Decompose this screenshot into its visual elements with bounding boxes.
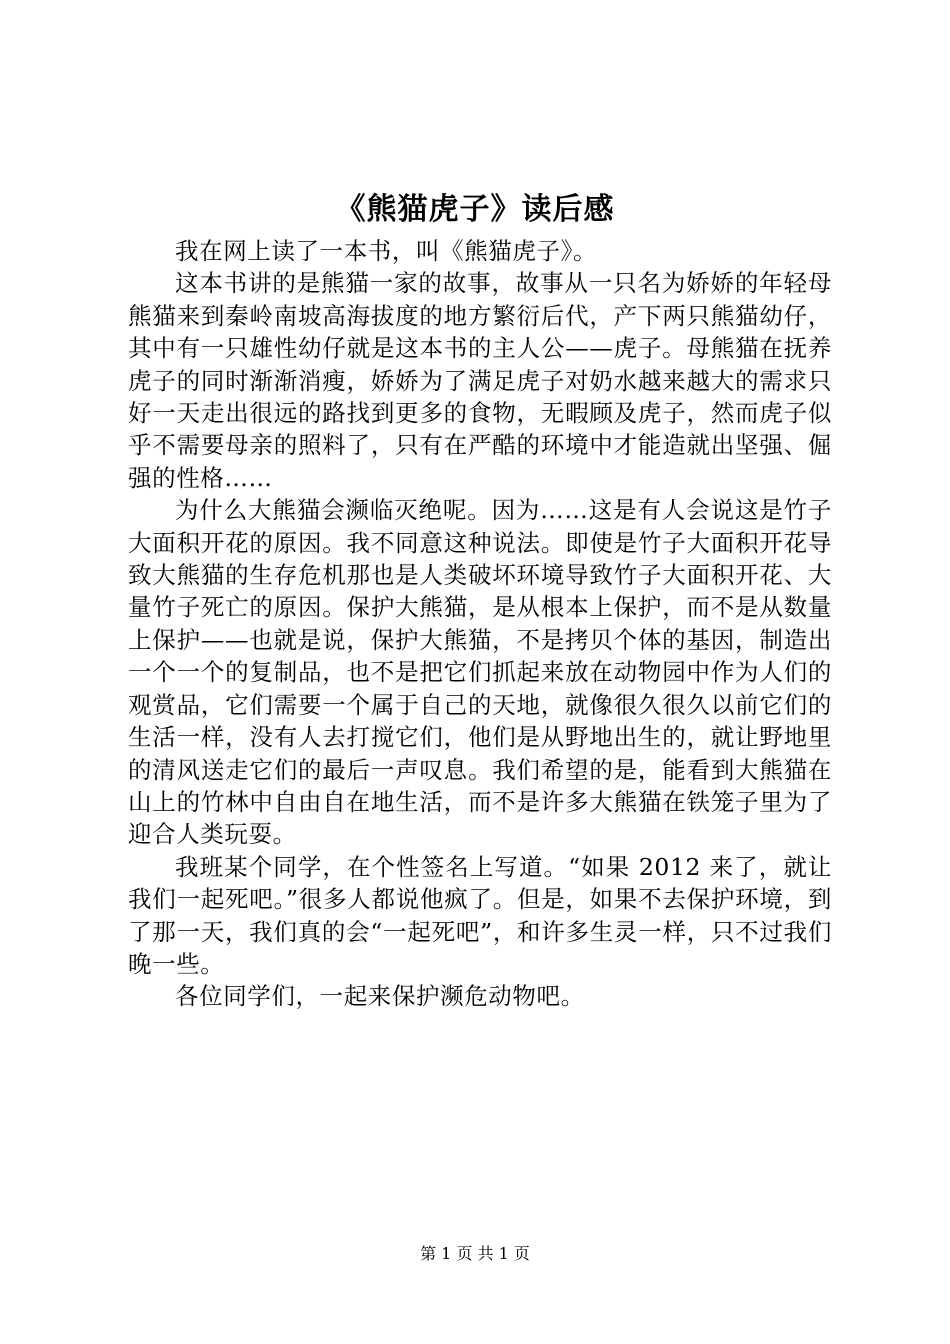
- paragraph-4: 我班某个同学，在个性签名上写道。“如果 2012 来了，就让我们一起死吧。”很多人都说他疯了。但是，如果不去保护环境，到了那一天，我们真的会“一起死吧”，和许多生灵一样，只不过我们晚一些。: [128, 852, 832, 978]
- paragraph-1: 我在网上读了一本书，叫《熊猫虎子》。: [175, 237, 598, 265]
- document-body: [128, 235, 832, 1013]
- document-title: 《熊猫虎子》读后感: [335, 192, 615, 227]
- paragraph-3: 为什么大熊猫会濒临灭绝呢。因为……这是有人会说这是竹子大面积开花的原因。我不同意这种说法。即使是竹子大面积开花导致大熊猫的生存危机那也是人类破坏环境导致竹子大面积开花、大量竹子死亡的原因。保护大熊猫，是从根本上保护，而不是从数量上保护——也就是说，保护大熊猫，不是拷贝个体的基因，制造出一个一个的复制品，也不是把它们抓起来放在动物园中作为人们的观赏品，它们需要一个属于自己的天地，就像很久很久以前它们的生活一样，没有人去打搅它们，他们是从野地出生的，就让野地里的清风送走它们的最后一声叹息。我们希望的是，能看到大熊猫在山上的竹林中自由自在地生活，而不是许多大熊猫在铁笼子里为了迎合人类玩耍。: [128, 496, 832, 849]
- paragraph-5: 各位同学们，一起来保护濒危动物吧。: [175, 982, 585, 1011]
- paragraph-2: 这本书讲的是熊猫一家的故事，故事从一只名为娇娇的年轻母熊猫来到秦岭南坡高海拔度的地方繁衍后代，产下两只熊猫幼仔，其中有一只雄性幼仔就是这本书的主人公——虎子。母熊猫在抚养虎子的同时渐渐消瘦，娇娇为了满足虎子对奶水越来越大的需求只好一天走出很远的路找到更多的食物，无暇顾及虎子，然而虎子似乎不需要母亲的照料了，只有在严酷的环境中才能造就出坚强、倔强的性格……: [128, 269, 832, 492]
- page-footer: 第 1 页 共 1 页: [420, 1244, 530, 1263]
